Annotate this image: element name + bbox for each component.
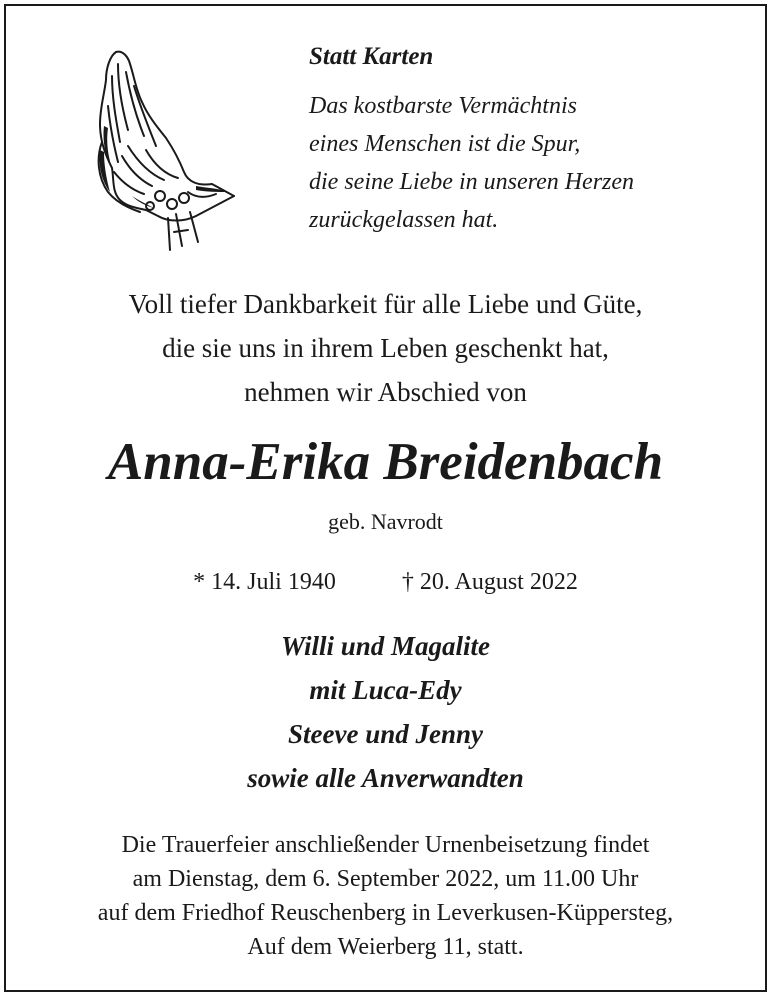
funeral-info (6, 828, 765, 964)
deceased-name: Anna-Erika Breidenbach (107, 433, 664, 491)
funeral-line: Die Trauerfeier anschließender Urnenbeisetzung findet (121, 832, 650, 858)
funeral-line: am Dienstag, dem 6. September 2022, um 11.00 Uhr (132, 866, 639, 892)
birth-symbol: * (193, 569, 206, 595)
intro-line: die sie uns in ihrem Leben geschenkt hat, (162, 333, 609, 363)
motto-line: die seine Liebe in unseren Herzen (309, 169, 635, 195)
motto-heading: Statt Karten (309, 43, 434, 70)
mourner-line: Steeve und Jenny (288, 719, 483, 749)
motto-line: eines Menschen ist die Spur, (309, 131, 581, 157)
intro-text (6, 282, 765, 414)
birth-date: 14. Juli 1940 (211, 569, 336, 595)
funeral-line: auf dem Friedhof Reuschenberg in Leverkusen-Küppersteg, (97, 900, 674, 926)
death-symbol-icon: † (401, 569, 414, 595)
motto-line: zurückgelassen hat. (309, 207, 499, 233)
motto-line: Das kostbarste Vermächtnis (309, 93, 577, 119)
obituary-notice (4, 4, 767, 992)
intro-line: nehmen wir Abschied von (244, 377, 527, 407)
maiden-name: geb. Navrodt (328, 509, 443, 534)
mourner-line: sowie alle Anverwandten (247, 763, 524, 793)
death-date: 20. August 2022 (419, 569, 578, 595)
life-dates (6, 566, 765, 598)
funeral-line: Auf dem Weierberg 11, statt. (247, 934, 524, 960)
motto-block (309, 42, 749, 239)
mourner-line: Willi und Magalite (280, 631, 491, 661)
intro-line: Voll tiefer Dankbarkeit für alle Liebe und Güte, (128, 289, 643, 319)
mourner-line: mit Luca-Edy (309, 675, 462, 705)
mourners-list (6, 624, 765, 800)
praying-hands-icon (88, 46, 238, 258)
